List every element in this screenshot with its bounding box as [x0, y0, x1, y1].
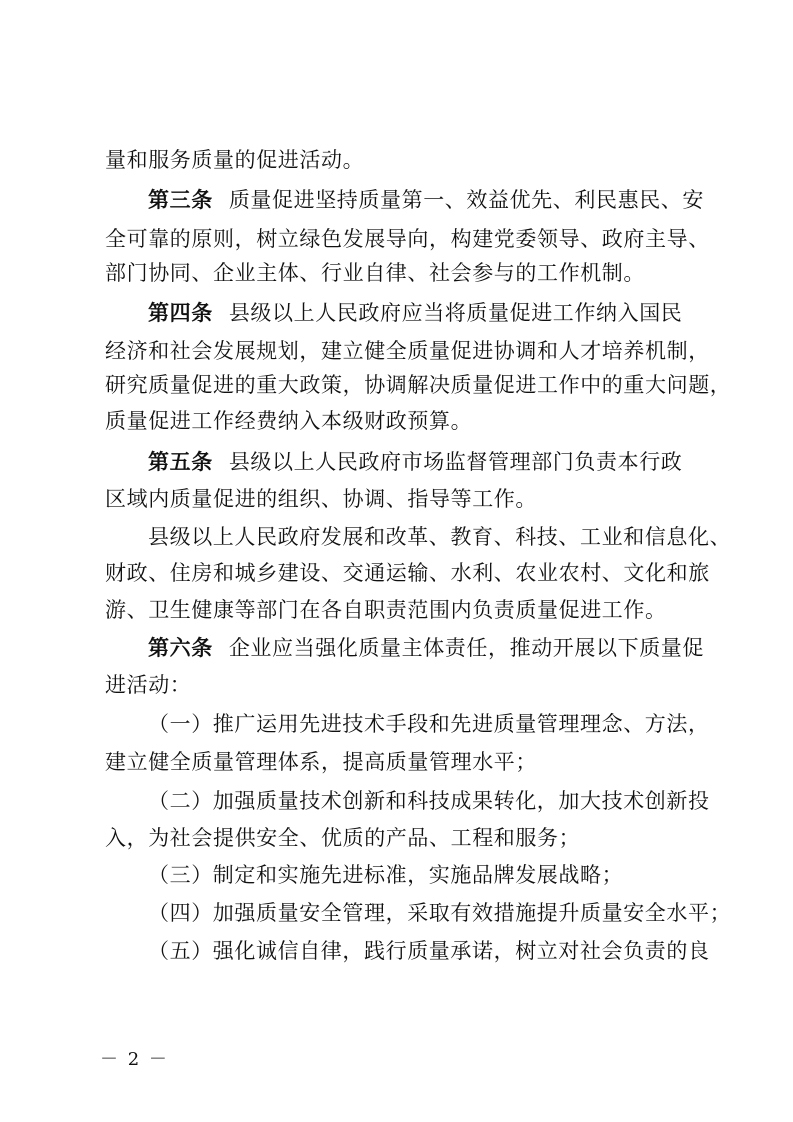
article-text: 企业应当强化质量主体责任，推动开展以下质量促 — [228, 636, 705, 660]
paragraph-line: 全可靠的原则，树立绿色发展导向，构建党委领导、政府主导、 — [105, 227, 710, 251]
paragraph-line: 建立健全质量管理体系，提高质量管理水平； — [105, 750, 537, 774]
paragraph-line: 进活动： — [105, 673, 192, 697]
article-number: 第五条 — [148, 450, 213, 474]
paragraph-line: 游、卫生健康等部门在各自职责范围内负责质量促进工作。 — [105, 598, 667, 622]
paragraph-line: 量和服务质量的促进活动。 — [105, 148, 365, 172]
article-text: 质量促进坚持质量第一、效益优先、利民惠民、安 — [228, 188, 705, 212]
article-text: 县级以上人民政府市场监督管理部门负责本行政 — [228, 450, 683, 474]
article-heading-line — [148, 633, 705, 663]
article-text: 县级以上人民政府应当将质量促进工作纳入国民 — [228, 301, 683, 325]
list-item-line: （四）加强质量安全管理，采取有效措施提升质量安全水平； — [148, 901, 732, 925]
article-number: 第六条 — [148, 636, 213, 660]
paragraph-line: 入，为社会提供安全、优质的产品、工程和服务； — [105, 826, 581, 850]
article-heading-line — [148, 447, 695, 477]
list-item-line: （二）加强质量技术创新和科技成果转化，加大技术创新投 — [148, 789, 710, 813]
paragraph-line: 部门协同、企业主体、行业自律、社会参与的工作机制。 — [105, 261, 645, 285]
paragraph-line: 经济和社会发展规划，建立健全质量促进协调和人才培养机制， — [105, 339, 710, 363]
article-number: 第三条 — [148, 188, 213, 212]
paragraph-line: 县级以上人民政府发展和改革、教育、科技、工业和信息化、 — [148, 525, 732, 549]
paragraph-line: 区域内质量促进的组织、协调、指导等工作。 — [105, 487, 537, 511]
list-item-line: （五）强化诚信自律，践行质量承诺，树立对社会负责的良 — [148, 939, 710, 963]
paragraph-line: 质量促进工作经费纳入本级财政预算。 — [105, 409, 473, 433]
list-item-line: （一）推广运用先进技术手段和先进质量管理理念、方法， — [148, 712, 710, 736]
list-item-line: （三）制定和实施先进标准，实施品牌发展战略； — [148, 863, 624, 887]
article-heading-line — [148, 298, 695, 328]
page-number: － 2 － — [100, 1049, 169, 1070]
article-heading-line — [148, 185, 705, 215]
paragraph-line: 研究质量促进的重大政策，协调解决质量促进工作中的重大问题， — [105, 373, 732, 397]
paragraph-line: 财政、住房和城乡建设、交通运输、水利、农业农村、文化和旅 — [105, 561, 710, 585]
article-number: 第四条 — [148, 301, 213, 325]
